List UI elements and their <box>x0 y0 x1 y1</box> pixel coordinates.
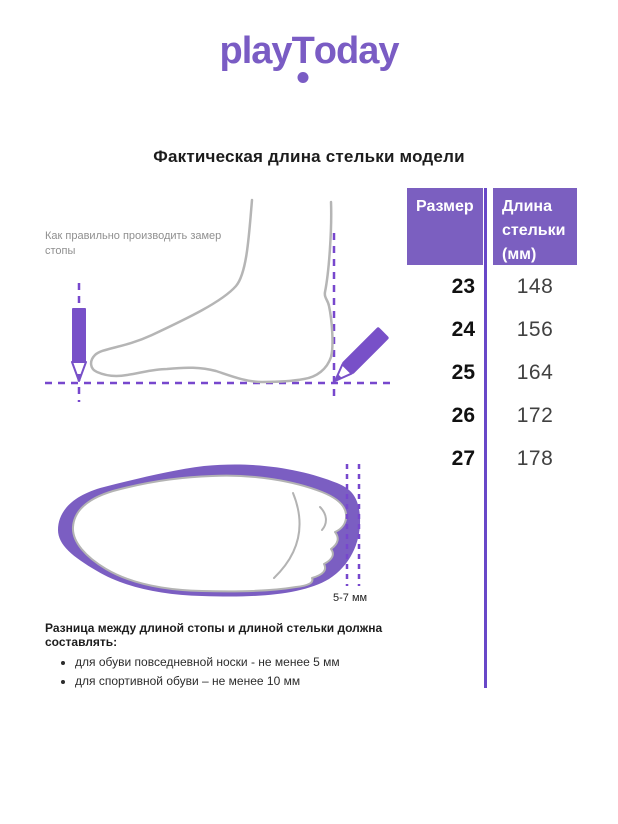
heel-pencil-icon <box>329 327 389 387</box>
brand-logo <box>0 30 618 73</box>
fit-notes-list <box>45 653 455 690</box>
brand-logo-text <box>220 30 399 73</box>
size-cell: 25 <box>451 360 475 384</box>
footprint-outline <box>73 476 346 592</box>
size-cell: 24 <box>451 317 475 341</box>
foot-side-measure-diagram <box>40 180 400 410</box>
gap-label: 5-7 мм <box>333 592 368 604</box>
size-cell: 23 <box>451 274 475 298</box>
length-cell: 156 <box>516 317 554 341</box>
measure-caption: Как правильно производить замер стопы <box>45 230 222 257</box>
logo-part-play: play <box>219 30 292 72</box>
table-row <box>407 437 577 480</box>
page-title: Фактическая длина стельки модели <box>153 147 465 166</box>
table-column-divider <box>484 188 487 688</box>
table-row <box>407 265 577 308</box>
size-cell: 26 <box>451 403 475 427</box>
foot-profile-outline <box>91 200 332 382</box>
list-item: • для обуви повседневной носки - не менее 5 мм <box>75 653 455 672</box>
size-cell: 27 <box>451 446 475 470</box>
length-cell: 172 <box>516 403 554 427</box>
logo-dot-icon <box>297 72 308 83</box>
fit-notes <box>45 621 455 690</box>
toe-pencil-icon <box>72 308 86 382</box>
table-row <box>407 394 577 437</box>
length-cell: 178 <box>516 446 554 470</box>
col-header-size: Размер <box>407 188 483 265</box>
length-cell: 164 <box>516 360 554 384</box>
size-table-header <box>407 188 577 265</box>
size-table-body <box>407 265 577 480</box>
table-row <box>407 351 577 394</box>
col-header-length: Длина стельки (мм) <box>493 188 577 265</box>
length-cell: 148 <box>516 274 554 298</box>
list-item: • для спортивной обуви – не менее 10 мм <box>75 672 455 691</box>
logo-part-oday: oday <box>313 30 399 72</box>
fit-notes-heading: Разница между длиной стопы и длиной стельки должна составлять: <box>45 621 383 649</box>
footprint-insole-diagram <box>40 445 380 615</box>
table-row <box>407 308 577 351</box>
size-table <box>407 188 577 480</box>
logo-letter-t: T <box>291 30 314 72</box>
logo-part-t <box>292 30 314 73</box>
